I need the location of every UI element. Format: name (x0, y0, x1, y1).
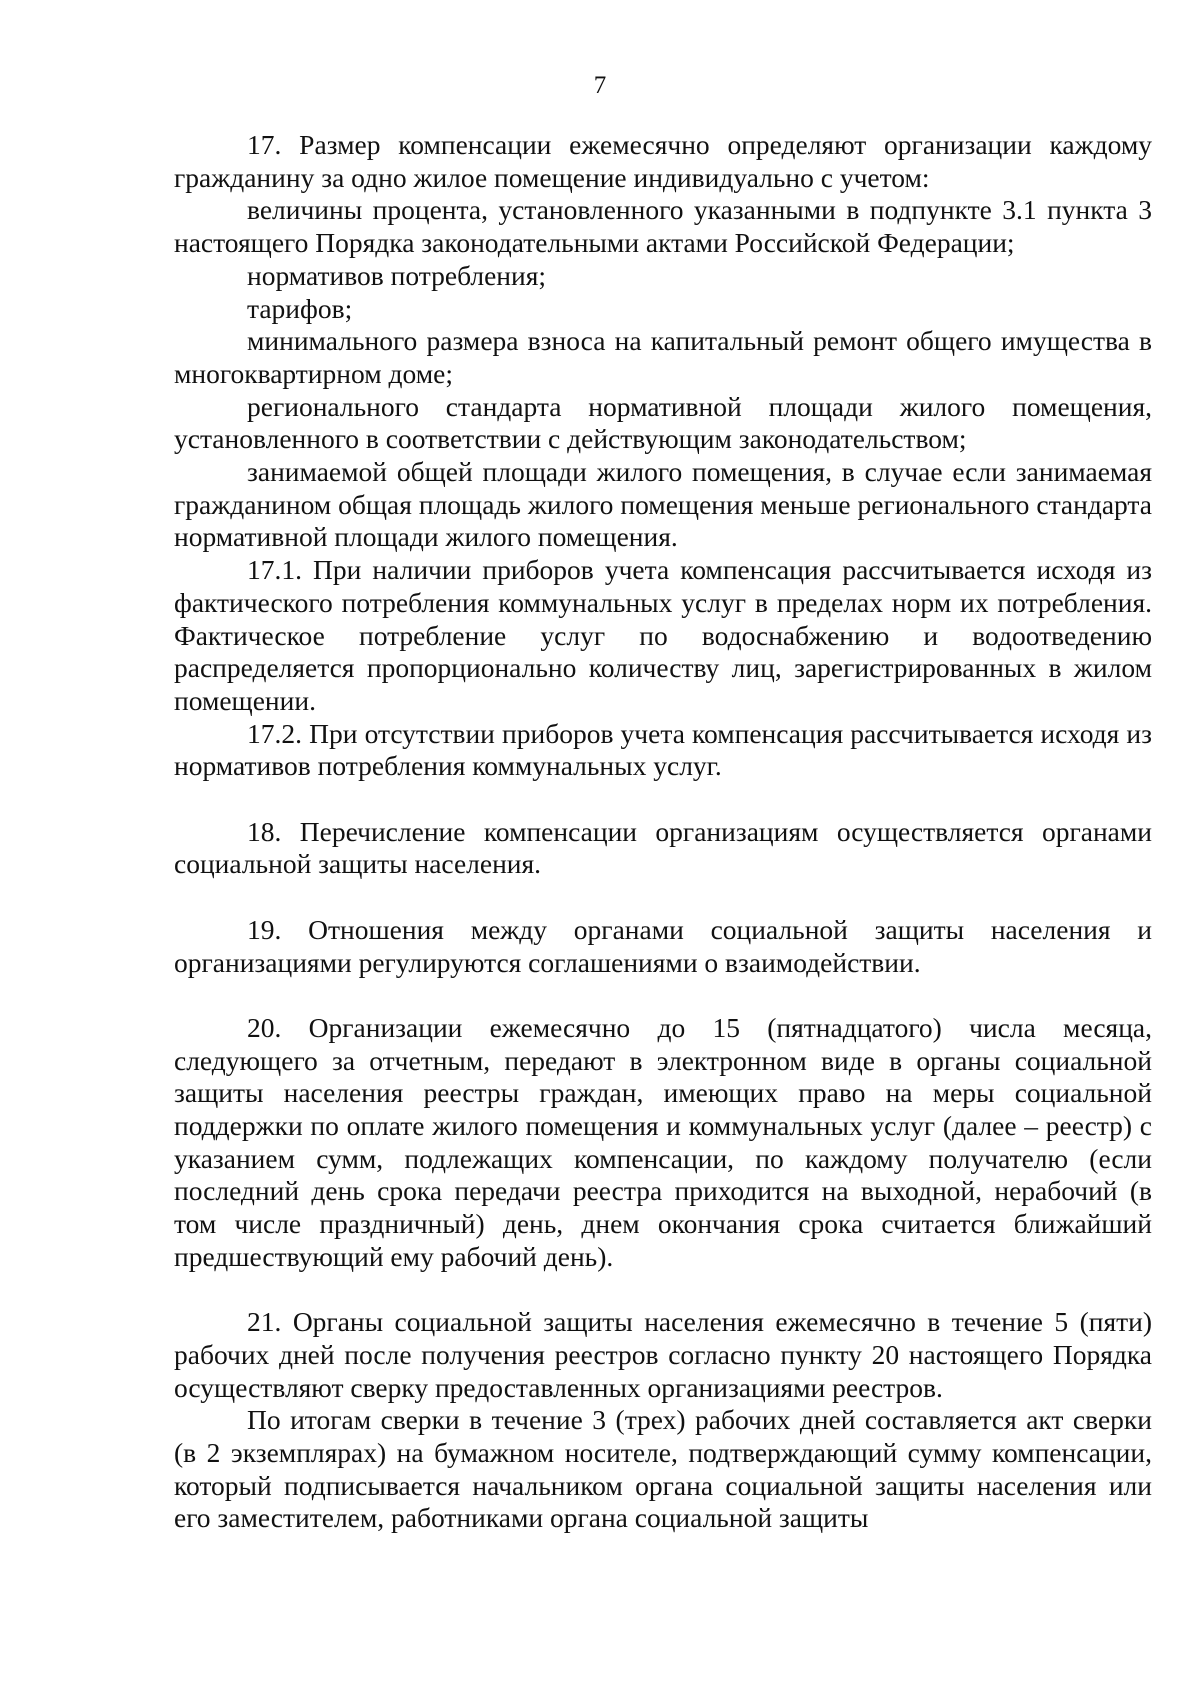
paragraph-17: 17. Размер компенсации ежемесячно определяют организации каждому гражданину за одно жилое помещение индивидуально с учетом: (174, 129, 1152, 193)
paragraph-17-item-occupied-area: занимаемой общей площади жилого помещения, в случае если занимаемая гражданином общая площадь жилого помещения меньше регионального стандарта нормативной площади жилого помещения. (174, 456, 1152, 553)
paragraph-17-item-norms: нормативов потребления; (247, 259, 547, 291)
paragraph-18: 18. Перечисление компенсации организациям осуществляется органами социальной защиты населения. (174, 815, 1152, 880)
paragraph-17-item-percent: величины процента, установленного указанными в подпункте 3.1 пункта 3 настоящего Порядка законодательными актами Российской Федерации; (174, 194, 1152, 259)
paragraph-17-1: 17.1. При наличии приборов учета компенсация рассчитывается исходя из фактического потребления коммунальных услуг в пределах норм их потребления. Фактическое потребление услуг по водоснабжению и водоотведению распределяется пропорционально количеству лиц, зарегистрированных в жилом помещении. (174, 554, 1152, 716)
paragraph-19: 19. Отношения между органами социальной защиты населения и организациями регулируются соглашениями о взаимодействии. (174, 913, 1152, 978)
paragraph-17-item-tariffs: тарифов; (247, 292, 353, 324)
paragraph-21-reconciliation: По итогам сверки в течение 3 (трех) рабочих дней составляется акт сверки (в 2 экземплярах) на бумажном носителе, подтверждающий сумму компенсации, который подписывается начальником органа социальной защиты населения или его заместителем, работниками органа социальной защиты (174, 1404, 1152, 1534)
paragraph-20: 20. Организации ежемесячно до 15 (пятнадцатого) числа месяца, следующего за отчетным, передают в электронном виде в органы социальной защиты населения реестры граждан, имеющих право на меры социальной поддержки по оплате жилого помещения и коммунальных услуг (далее – реестр) с указанием сумм, подлежащих компенсации, по каждому получателю (если последний день срока передачи реестра приходится на выходной, нерабочий (в том числе праздничный) день, днем окончания срока считается ближайший предшествующий ему рабочий день). (174, 1011, 1152, 1272)
page-number: 7 (593, 72, 607, 99)
document-body (174, 129, 1152, 1535)
paragraph-17-item-regional-standard: регионального стандарта нормативной площади жилого помещения, установленного в соответствии с действующим законодательством; (174, 390, 1152, 455)
paragraph-17-item-repair-fee: минимального размера взноса на капитальный ремонт общего имущества в многоквартирном доме; (174, 325, 1152, 389)
paragraph-17-2: 17.2. При отсутствии приборов учета компенсация рассчитывается исходя из нормативов потребления коммунальных услуг. (174, 717, 1152, 782)
paragraph-21: 21. Органы социальной защиты населения ежемесячно в течение 5 (пяти) рабочих дней после получения реестров согласно пункту 20 настоящего Порядка осуществляют сверку предоставленных организациями реестров. (174, 1306, 1152, 1403)
